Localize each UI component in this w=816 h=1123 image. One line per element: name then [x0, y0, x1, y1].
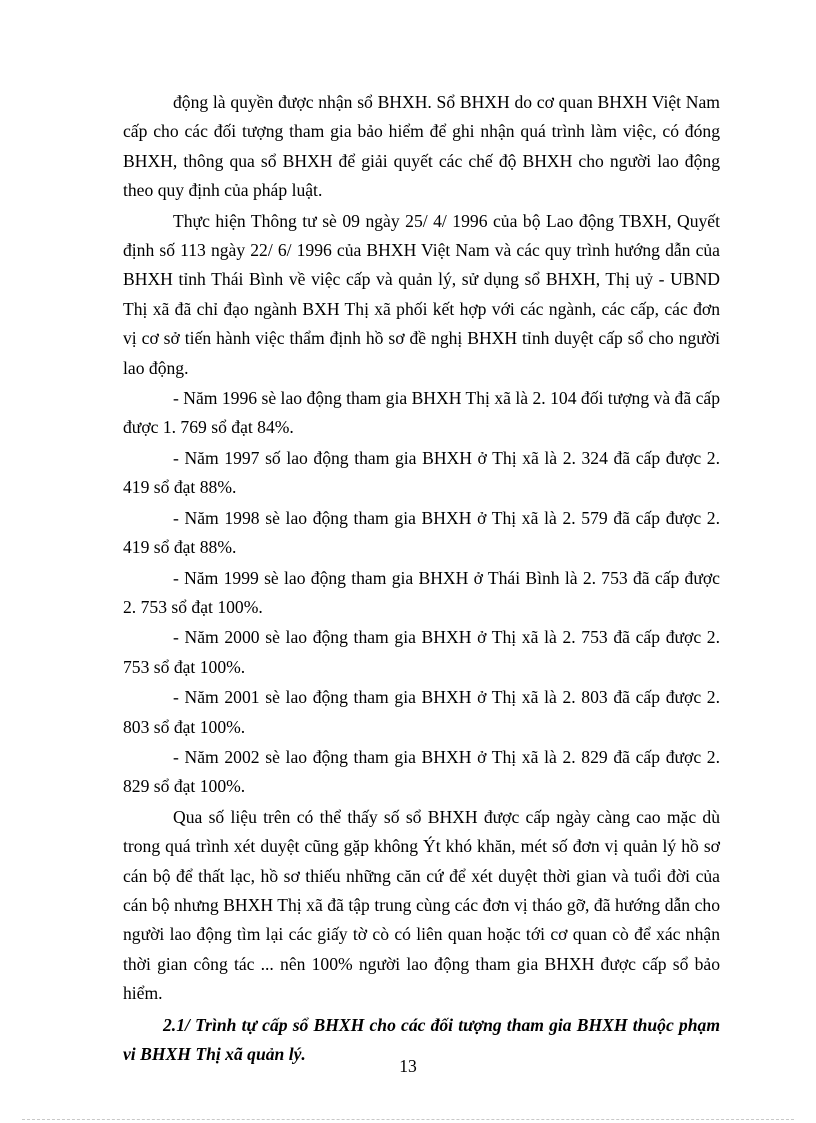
list-item-2001: - Năm 2001 sè lao động tham gia BHXH ở Thị xã là 2. 803 đã cấp được 2. 803 sổ đạt 100%. — [123, 687, 720, 737]
page-body — [123, 88, 720, 1069]
list-item-1999: - Năm 1999 sè lao động tham gia BHXH ở Thái Bình là 2. 753 đã cấp được 2. 753 sổ đạt 100%. — [123, 567, 720, 617]
list-item-2002: - Năm 2002 sè lao động tham gia BHXH ở Thị xã là 2. 829 đã cấp được 2. 829 sổ đạt 100%. — [123, 746, 720, 797]
list-item-1997: - Năm 1997 số lao động tham gia BHXH ở Thị xã là 2. 324 đã cấp được 2. 419 sổ đạt 88%. — [123, 447, 720, 498]
list-item-2000: - Năm 2000 sè lao động tham gia BHXH ở Thị xã là 2. 753 đã cấp được 2. 753 sổ đạt 100%. — [123, 627, 720, 677]
paragraph-implementation: Thực hiện Thông tư sè 09 ngày 25/ 4/ 1996 của bộ Lao động TBXH, Quyết định số 113 ngày 22/ 6/ 1996 của BHXH Việt Nam và các quy trình hướng dẫn của BHXH tỉnh Thái Bình về việc cấp và quản lý, sử dụng sổ BHXH, Thị uỷ - UBND Thị xã đã chỉ đạo ngành BXH Thị xã phối kết hợp với các ngành, các cấp, các đơn vị cơ sở tiến hành việc thẩm định hồ sơ đề nghị BHXH tỉnh duyệt cấp sổ cho người lao động. — [123, 210, 720, 378]
list-item-1998: - Năm 1998 sè lao động tham gia BHXH ở Thị xã là 2. 579 đã cấp được 2. 419 sổ đạt 88%. — [123, 507, 720, 558]
paragraph-conclusion: Qua số liệu trên có thể thấy số sổ BHXH được cấp ngày càng cao mặc dù trong quá trình xét duyệt cũng gặp không Ýt khó khăn, mét số đơn vị quản lý hồ sơ cán bộ để thất lạc, hồ sơ thiếu những căn cứ để xét duyệt thời gian và tuổi đời của cán bộ nhưng BHXH Thị xã đã tập trung cùng các đơn vị tháo gỡ, đã hướng dẫn cho người lao động tìm lại các giấy tờ cò có liên quan hoặc tới cơ quan cò để xác nhận thời gian công tác ... nên 100% người lao động tham gia BHXH được cấp sổ bảo hiểm. — [123, 806, 720, 1004]
page-number: 13 — [399, 1056, 417, 1076]
page-bottom-divider — [22, 1119, 794, 1120]
list-item-1996: - Năm 1996 sè lao động tham gia BHXH Thị xã là 2. 104 đối tượng và đã cấp được 1. 769 sổ đạt 84%. — [123, 388, 720, 438]
paragraph-intro: động là quyền được nhận sổ BHXH. Sổ BHXH do cơ quan BHXH Việt Nam cấp cho các đối tượng tham gia bảo hiểm để ghi nhận quá trình làm việc, có đóng BHXH, thông qua sổ BHXH để giải quyết các chế độ BHXH cho người lao động theo quy định của pháp luật. — [123, 92, 720, 201]
section-heading: 2.1/ Trình tự cấp sổ BHXH cho các đối tượng tham gia BHXH thuộc phạm vi BHXH Thị xã quản lý. — [123, 1014, 720, 1064]
